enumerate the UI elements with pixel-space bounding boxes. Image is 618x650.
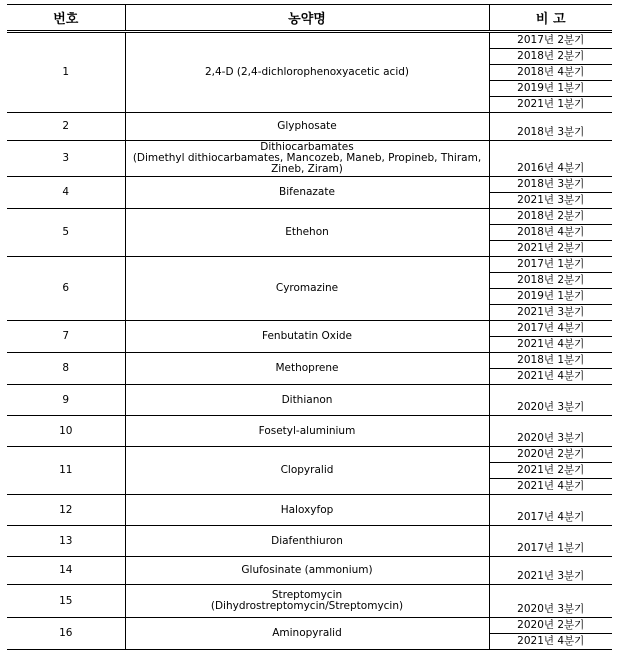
note-quarter: 2019년 1분기 [489,81,612,97]
row-number: 10 [7,416,125,447]
pesticide-name-line: Fenbutatin Oxide [262,330,352,342]
table-row [7,177,612,193]
pesticide-table [7,4,612,650]
header-number: 번호 [7,5,125,32]
pesticide-name [125,385,489,416]
row-number: 2 [7,113,125,141]
note-quarter: 2018년 4분기 [489,65,612,81]
row-number: 6 [7,257,125,321]
pesticide-name [125,526,489,557]
note-quarter: 2021년 4분기 [489,479,612,495]
note-quarter: 2021년 3분기 [489,557,612,585]
note-quarter: 2020년 2분기 [489,618,612,634]
table-row [7,385,612,416]
pesticide-name-line: Ethehon [285,226,329,238]
note-quarter: 2021년 2분기 [489,463,612,479]
note-quarter: 2018년 3분기 [489,177,612,193]
note-quarter: 2021년 2분기 [489,241,612,257]
pesticide-name-line: 2,4-D (2,4-dichlorophenoxyacetic acid) [204,66,410,78]
pesticide-name [125,495,489,526]
header-note: 비 고 [489,5,612,32]
table-row [7,557,612,585]
note-quarter: 2018년 2분기 [489,209,612,225]
pesticide-name-line: Streptomycin [271,589,343,601]
pesticide-name-line: Aminopyralid [272,627,342,639]
note-quarter: 2021년 4분기 [489,337,612,353]
note-quarter: 2020년 3분기 [489,385,612,416]
note-quarter: 2021년 1분기 [489,97,612,113]
pesticide-name [125,585,489,618]
row-number: 3 [7,141,125,177]
table-row [7,526,612,557]
row-number: 16 [7,618,125,650]
row-number: 12 [7,495,125,526]
pesticide-name-line: Dithiocarbamates [260,141,354,153]
pesticide-name-line: (Dihydrostreptomycin/Streptomycin) [210,600,404,612]
table-row [7,257,612,273]
table-row [7,416,612,447]
note-quarter: 2018년 4분기 [489,225,612,241]
table-row [7,447,612,463]
pesticide-name [125,141,489,177]
note-quarter: 2017년 1분기 [489,526,612,557]
note-quarter: 2017년 1분기 [489,257,612,273]
table-header-row [7,5,612,32]
table-row [7,321,612,337]
table-row [7,618,612,634]
note-quarter: 2021년 4분기 [489,369,612,385]
pesticide-name-line: Methoprene [275,362,339,374]
note-quarter: 2017년 4분기 [489,321,612,337]
pesticide-name-line: Dithianon [281,393,333,406]
row-number: 13 [7,526,125,557]
pesticide-name [125,113,489,141]
table-row [7,585,612,618]
row-number: 7 [7,321,125,353]
row-number: 9 [7,385,125,416]
table-row [7,141,612,177]
note-quarter: 2016년 4분기 [489,141,612,177]
pesticide-name-line: Fosetyl-aluminium [258,424,356,437]
table-row [7,32,612,49]
table-row [7,209,612,225]
note-quarter: 2020년 3분기 [489,585,612,618]
table-row [7,495,612,526]
note-quarter: 2018년 1분기 [489,353,612,369]
pesticide-name [125,209,489,257]
note-quarter: 2018년 2분기 [489,49,612,65]
note-quarter: 2017년 2분기 [489,32,612,49]
pesticide-name-line: Glyphosate [277,120,337,132]
note-quarter: 2021년 3분기 [489,193,612,209]
pesticide-name [125,32,489,113]
pesticide-table-container [7,4,612,650]
row-number: 4 [7,177,125,209]
note-quarter: 2017년 4분기 [489,495,612,526]
note-quarter: 2018년 2분기 [489,273,612,289]
pesticide-name-line: Glufosinate (ammonium) [241,564,373,576]
pesticide-name-line: Cyromazine [275,282,339,294]
pesticide-name [125,353,489,385]
pesticide-name [125,447,489,495]
row-number: 11 [7,447,125,495]
table-row [7,353,612,369]
pesticide-name-line: Haloxyfop [280,503,334,516]
pesticide-name-line: Diafenthiuron [271,534,343,547]
row-number: 5 [7,209,125,257]
pesticide-name [125,257,489,321]
note-quarter: 2021년 4분기 [489,634,612,650]
note-quarter: 2020년 2분기 [489,447,612,463]
row-number: 1 [7,32,125,113]
row-number: 14 [7,557,125,585]
table-row [7,113,612,141]
pesticide-name-line: Zineb, Ziram) [271,163,343,175]
pesticide-name [125,416,489,447]
pesticide-name [125,321,489,353]
pesticide-name-line: Clopyralid [280,464,334,476]
pesticide-name-line: Bifenazate [279,186,335,198]
row-number: 15 [7,585,125,618]
note-quarter: 2020년 3분기 [489,416,612,447]
row-number: 8 [7,353,125,385]
note-quarter: 2021년 3분기 [489,305,612,321]
note-quarter: 2019년 1분기 [489,289,612,305]
pesticide-name [125,557,489,585]
pesticide-name [125,177,489,209]
pesticide-name-line: (Dimethyl dithiocarbamates, Mancozeb, Maneb, Propineb, Thiram, [132,152,482,164]
note-quarter: 2018년 3분기 [489,113,612,141]
header-pesticide-name: 농약명 [125,5,489,32]
